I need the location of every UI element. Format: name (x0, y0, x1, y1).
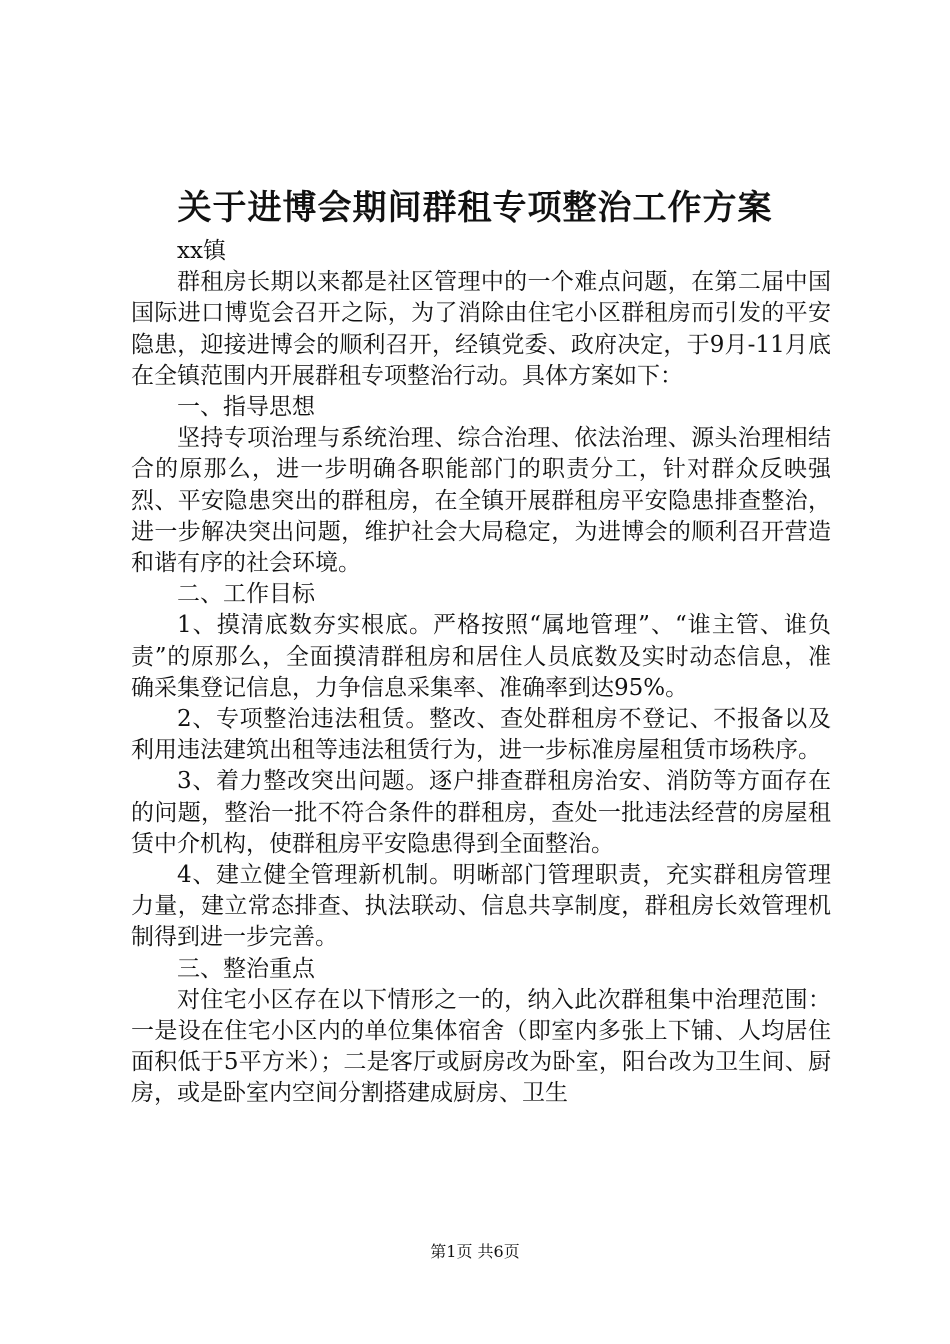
document-body (131, 236, 831, 1110)
page-footer: 第1页 共6页 (430, 1242, 520, 1261)
paragraph-goal-2: 2、专项整治违法租赁。整改、查处群租房不登记、不报备以及利用违法建筑出租等违法租赁行为，进一步标准房屋租赁市场秩序。 (131, 706, 831, 764)
heading-key-points: 三、整治重点 (177, 955, 315, 982)
document-title: 关于进博会期间群租专项整治工作方案 (177, 188, 773, 228)
paragraph-goal-3: 3、着力整改突出问题。逐户排查群租房治安、消防等方面存在的问题，整治一批不符合条件的群租房，查处一批违法经营的房屋租赁中介机构，使群租房平安隐患得到全面整治。 (131, 768, 831, 857)
paragraph-guiding-ideology: 坚持专项治理与系统治理、综合治理、依法治理、源头治理相结合的原那么，进一步明确各职能部门的职责分工，针对群众反映强烈、平安隐患突出的群租房，在全镇开展群租房平安隐患排查整治，进一步解决突出问题，维护社会大局稳定，为进博会的顺利召开营造和谐有序的社会环境。 (131, 425, 831, 577)
paragraph-key-points: 对住宅小区存在以下情形之一的，纳入此次群租集中治理范围：一是设在住宅小区内的单位集体宿舍（即室内多张上下铺、人均居住面积低于5平方米）；二是客厅或厨房改为卧室，阳台改为卫生间、厨房，或是卧室内空间分割搭建成厨房、卫生 (131, 986, 831, 1107)
paragraph-goal-1: 1、摸清底数夯实根底。严格按照“属地管理”、“谁主管、谁负责”的原那么，全面摸清群租房和居住人员底数及实时动态信息，准确采集登记信息，力争信息采集率、准确率到达95%。 (131, 612, 831, 701)
heading-work-goals: 二、工作目标 (177, 581, 315, 608)
heading-guiding-ideology: 一、指导思想 (177, 394, 315, 421)
paragraph-town: xx镇 (177, 238, 226, 264)
paragraph-intro: 群租房长期以来都是社区管理中的一个难点问题，在第二届中国国际进口博览会召开之际，为了消除由住宅小区群租房而引发的平安隐患，迎接进博会的顺利召开，经镇党委、政府决定，于9月-11月底在全镇范围内开展群租专项整治行动。具体方案如下： (131, 269, 831, 389)
paragraph-goal-4: 4、建立健全管理新机制。明晰部门管理职责，充实群租房管理力量，建立常态排查、执法联动、信息共享制度，群租房长效管理机制得到进一步完善。 (131, 862, 831, 951)
